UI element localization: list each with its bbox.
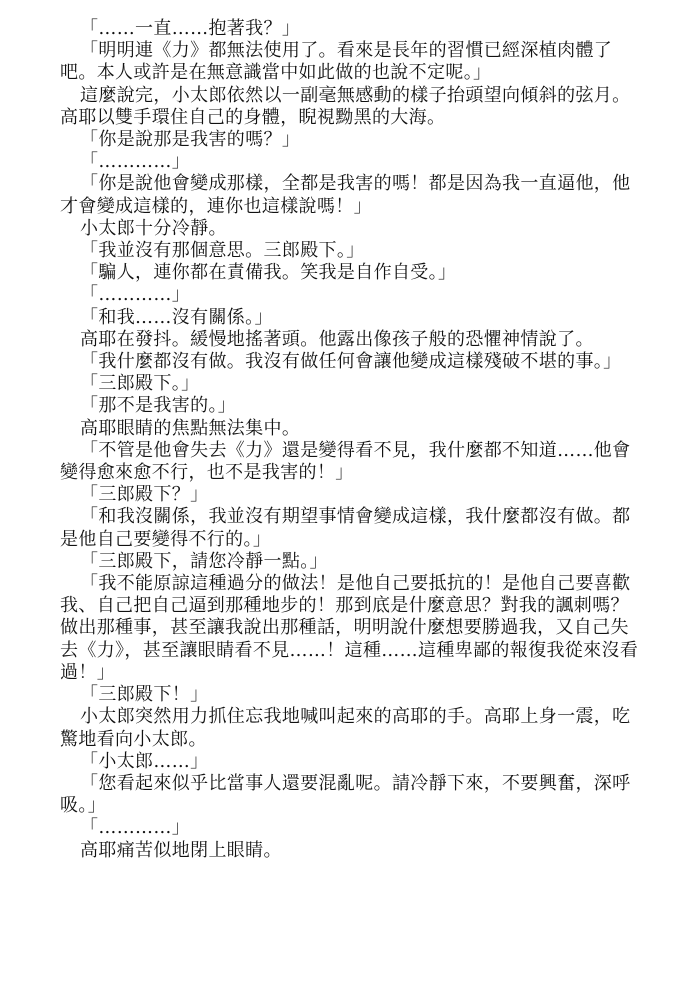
paragraph: 「三郎殿下？」 bbox=[80, 484, 209, 506]
paragraph: 「…………」 bbox=[80, 151, 191, 173]
paragraph: 「我並沒有那個意思。三郎殿下。」 bbox=[80, 240, 365, 262]
paragraph: 「…………」 bbox=[80, 817, 191, 839]
paragraph: 小太郎十分冷靜。 bbox=[80, 217, 227, 239]
paragraph: 高耶眼睛的焦點無法集中。 bbox=[80, 417, 301, 439]
novel-page-text bbox=[60, 18, 644, 862]
paragraph: 「小太郎……」 bbox=[80, 750, 209, 772]
paragraph: 這麼說完，小太郎依然以一副毫無感動的樣子抬頭望向傾斜的弦月。高耶以雙手環住自己的身體，睨視黝黑的大海。 bbox=[60, 84, 631, 128]
paragraph: 高耶痛苦似地閉上眼睛。 bbox=[80, 839, 282, 861]
paragraph: 「和我……沒有關係。」 bbox=[80, 306, 273, 328]
paragraph: 小太郎突然用力抓住忘我地喊叫起來的高耶的手。高耶上身一震，吃驚地看向小太郎。 bbox=[60, 706, 631, 750]
paragraph: 「不管是他會失去《力》還是變得看不見，我什麼都不知道……他會變得愈來愈不行，也不是我害的！」 bbox=[60, 439, 631, 484]
paragraph: 「你是說他會變成那樣，全都是我害的嗎！都是因為我一直逼他，他才會變成這樣的，連你也這樣說嗎！」 bbox=[60, 173, 631, 217]
paragraph: 「三郎殿下，請您冷靜一點。」 bbox=[80, 550, 328, 572]
paragraph: 「三郎殿下！」 bbox=[80, 684, 209, 706]
paragraph: 「我不能原諒這種過分的做法！是他自己要抵抗的！是他自己要喜歡我、自己把自己逼到那種地步的！那到底是什麼意思？對我的諷刺嗎？做出那種事，甚至讓我說出那種話，明明說什麼想要勝過我，又自己失去《力》，甚至讓眼睛看不見……！這種……這種卑鄙的報復我從來沒看過！」 bbox=[60, 573, 639, 683]
paragraph: 「那不是我害的。」 bbox=[80, 395, 237, 417]
paragraph: 「您看起來似乎比當事人還要混亂呢。請冷靜下來，不要興奮，深呼吸。」 bbox=[60, 772, 631, 817]
paragraph: 「我什麼都沒有做。我沒有做任何會讓他變成這樣殘破不堪的事。」 bbox=[80, 351, 622, 373]
paragraph: 「你是說那是我害的嗎？」 bbox=[80, 129, 301, 151]
paragraph: 「……一直……抱著我？」 bbox=[80, 18, 301, 39]
paragraph: 「…………」 bbox=[80, 284, 191, 306]
paragraph: 「明明連《力》都無法使用了。看來是長年的習慣已經深植肉體了吧。本人或許是在無意識當中如此做的也說不定呢。」 bbox=[60, 40, 613, 84]
paragraph: 高耶在發抖。緩慢地搖著頭。他露出像孩子般的恐懼神情說了。 bbox=[80, 328, 594, 350]
paragraph: 「三郎殿下。」 bbox=[80, 373, 200, 395]
paragraph: 「和我沒關係，我並沒有期望事情會變成這樣，我什麼都沒有做。都是他自己要變得不行的。」 bbox=[60, 506, 631, 550]
paragraph: 「騙人，連你都在責備我。笑我是自作自受。」 bbox=[80, 262, 457, 284]
